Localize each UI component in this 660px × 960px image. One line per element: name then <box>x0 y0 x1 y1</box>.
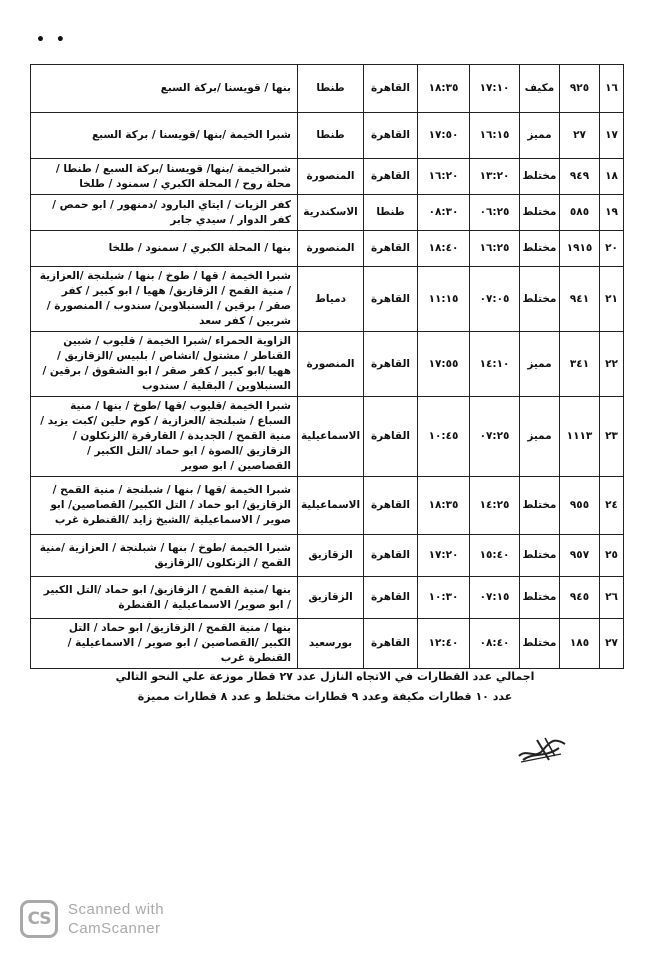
row-number: ٢٠ <box>600 231 624 267</box>
watermark-line-2: CamScanner <box>68 920 161 937</box>
train-type: مكيف <box>520 65 560 113</box>
departure-time: ٠٨:٤٠ <box>470 619 520 669</box>
train-number: ٩٥٧ <box>560 535 600 577</box>
departure-time: ٠٧:٠٥ <box>470 267 520 332</box>
row-number: ١٧ <box>600 113 624 159</box>
train-type: مختلط <box>520 577 560 619</box>
arrival-time: ١٦:٢٠ <box>418 159 470 195</box>
table-row <box>31 113 624 159</box>
table-row <box>31 619 624 669</box>
train-type: مميز <box>520 332 560 397</box>
table-row <box>31 477 624 535</box>
arrival-time: ١٨:٣٥ <box>418 65 470 113</box>
train-number: ١٨٥ <box>560 619 600 669</box>
destination-station: الاسماعيلية <box>298 397 364 477</box>
departure-time: ١٦:١٥ <box>470 113 520 159</box>
departure-time: ٠٧:١٥ <box>470 577 520 619</box>
table-row <box>31 267 624 332</box>
train-number: ٥٨٥ <box>560 195 600 231</box>
train-number: ٩٤٩ <box>560 159 600 195</box>
destination-station: الزقازيق <box>298 577 364 619</box>
table-row <box>31 195 624 231</box>
stops-list: بنها /منية القمح / الزقازيق/ ابو حماد /التل الكبير / ابو صوير/ الاسماعيلية / القنطرة <box>31 577 298 619</box>
stops-list: شبرا الخيمة / قها / طوخ / بنها / شبلنجة /العزازية / منية القمح / الزقازيق/ ههيا / ابو كبير / كفر صقر / برقين / السنبلاوين/ سندوب / المنصورة / شربين / كفر سعد <box>31 267 298 332</box>
destination-station: المنصورة <box>298 159 364 195</box>
train-number: ٩٤٥ <box>560 577 600 619</box>
train-type: مختلط <box>520 159 560 195</box>
train-type: مختلط <box>520 195 560 231</box>
row-number: ٢١ <box>600 267 624 332</box>
origin-station: القاهرة <box>364 397 418 477</box>
train-number: ١٩١٥ <box>560 231 600 267</box>
arrival-time: ١٠:٣٠ <box>418 577 470 619</box>
destination-station: الزقازيق <box>298 535 364 577</box>
origin-station: طنطا <box>364 195 418 231</box>
arrival-time: ١٨:٤٠ <box>418 231 470 267</box>
departure-time: ١٦:٢٥ <box>470 231 520 267</box>
table-row <box>31 397 624 477</box>
train-number: ٩٢٥ <box>560 65 600 113</box>
table-row <box>31 577 624 619</box>
stops-list: بنها / منية القمح / الزقازيق/ ابو حماد / التل الكبير /القصاصين / ابو صوير / الاسماعيلية / القنطرة غرب <box>31 619 298 669</box>
arrival-time: ١١:١٥ <box>418 267 470 332</box>
destination-station: دمياط <box>298 267 364 332</box>
origin-station: القاهرة <box>364 113 418 159</box>
row-number: ٢٣ <box>600 397 624 477</box>
row-number: ٢٥ <box>600 535 624 577</box>
destination-station: طنطا <box>298 113 364 159</box>
departure-time: ١٣:٢٠ <box>470 159 520 195</box>
table-row <box>31 332 624 397</box>
destination-station: المنصورة <box>298 332 364 397</box>
train-number: ٩٥٥ <box>560 477 600 535</box>
destination-station: الاسماعيلية <box>298 477 364 535</box>
arrival-time: ١٧:٥٠ <box>418 113 470 159</box>
origin-station: القاهرة <box>364 65 418 113</box>
train-type: مميز <box>520 397 560 477</box>
origin-station: القاهرة <box>364 231 418 267</box>
table-row <box>31 231 624 267</box>
arrival-time: ١٢:٤٠ <box>418 619 470 669</box>
departure-time: ١٧:١٠ <box>470 65 520 113</box>
train-type: مختلط <box>520 267 560 332</box>
row-number: ٢٤ <box>600 477 624 535</box>
train-number: ٢٧ <box>560 113 600 159</box>
origin-station: القاهرة <box>364 332 418 397</box>
row-number: ٢٢ <box>600 332 624 397</box>
stops-list: شبرا الخيمة /طوخ / بنها / شبلنجة / العزازية /منية القمح / الزنكلون /الزقازيق <box>31 535 298 577</box>
stops-list: شبرا الخيمة /بنها /قويسنا / بركة السبع <box>31 113 298 159</box>
arrival-time: ١٧:٥٥ <box>418 332 470 397</box>
row-number: ١٨ <box>600 159 624 195</box>
arrival-time: ١٧:٢٠ <box>418 535 470 577</box>
watermark-line-1: Scanned with <box>68 901 165 918</box>
destination-station: الاسكندرية <box>298 195 364 231</box>
camscanner-logo-icon: CS <box>20 900 58 938</box>
train-type: مختلط <box>520 231 560 267</box>
table-row <box>31 65 624 113</box>
table-row <box>31 159 624 195</box>
departure-time: ١٥:٤٠ <box>470 535 520 577</box>
stops-list: شبرا الخيمة /قها / بنها / شبلنجة / منية القمح /الزقازيق/ ابو حماد / التل الكبير/ القصاصين/ ابو صوير / الاسماعيلية /الشيخ زايد /القنطرة غرب <box>31 477 298 535</box>
header-dots: • • <box>36 32 68 48</box>
origin-station: القاهرة <box>364 159 418 195</box>
arrival-time: ٠٨:٣٠ <box>418 195 470 231</box>
camscanner-watermark <box>20 900 164 938</box>
table-row <box>31 535 624 577</box>
stops-list: بنها / المحلة الكبري / سمنود / طلخا <box>31 231 298 267</box>
train-number: ٣٤١ <box>560 332 600 397</box>
destination-station: بورسعيد <box>298 619 364 669</box>
summary-total: اجمالي عدد القطارات في الاتجاه النازل عدد ٢٧ قطار موزعة علي النحو التالي <box>115 670 535 683</box>
departure-time: ١٤:٢٥ <box>470 477 520 535</box>
arrival-time: ١٠:٤٥ <box>418 397 470 477</box>
train-number: ٩٤١ <box>560 267 600 332</box>
departure-time: ٠٦:٢٥ <box>470 195 520 231</box>
row-number: ١٦ <box>600 65 624 113</box>
origin-station: القاهرة <box>364 535 418 577</box>
arrival-time: ١٨:٣٥ <box>418 477 470 535</box>
row-number: ٢٧ <box>600 619 624 669</box>
origin-station: القاهرة <box>364 267 418 332</box>
train-type: مختلط <box>520 535 560 577</box>
stops-list: بنها / قويسنا /بركة السبع <box>31 65 298 113</box>
summary-breakdown: عدد ١٠ قطارات مكيفة وعدد ٩ قطارات مختلط و عدد ٨ قطارات مميزة <box>137 690 513 703</box>
row-number: ١٩ <box>600 195 624 231</box>
departure-time: ١٤:١٠ <box>470 332 520 397</box>
train-type: مختلط <box>520 619 560 669</box>
origin-station: القاهرة <box>364 577 418 619</box>
stops-list: شبرالخيمة /بنها/ قويسنا /بركة السبع / طنطا /محلة روح / المحلة الكبري / سمنود / طلخا <box>31 159 298 195</box>
stops-list: الزاوية الحمراء /شبرا الخيمة / قليوب / شبين القناطر / مشتول /انشاص / بلبيس /الزقازيق /ههيا /ابو كبير / كفر صقر / ابو الشقوق / برقين / السنبلاوين / البقلية / سندوب <box>31 332 298 397</box>
train-schedule-table <box>30 64 624 669</box>
train-type: مختلط <box>520 477 560 535</box>
destination-station: طنطا <box>298 65 364 113</box>
signature-icon <box>515 730 571 770</box>
destination-station: المنصورة <box>298 231 364 267</box>
origin-station: القاهرة <box>364 477 418 535</box>
train-number: ١١١٣ <box>560 397 600 477</box>
origin-station: القاهرة <box>364 619 418 669</box>
departure-time: ٠٧:٢٥ <box>470 397 520 477</box>
train-type: مميز <box>520 113 560 159</box>
stops-list: شبرا الخيمة /قليوب /قها /طوخ / بنها / منية السباع / شبلنجة /العزازية / كوم حلين /كبت يزيد /منية القمح / الجديدة / القارقرة /الزنكلون / الزقازيق /الصوة / ابو حماد /التل الكبير / القصاصين / ابو صوير <box>31 397 298 477</box>
stops-list: كفر الزيات / ايتاي البارود /دمنهور / ابو حمص / كفر الدوار / سيدي جابر <box>31 195 298 231</box>
row-number: ٢٦ <box>600 577 624 619</box>
